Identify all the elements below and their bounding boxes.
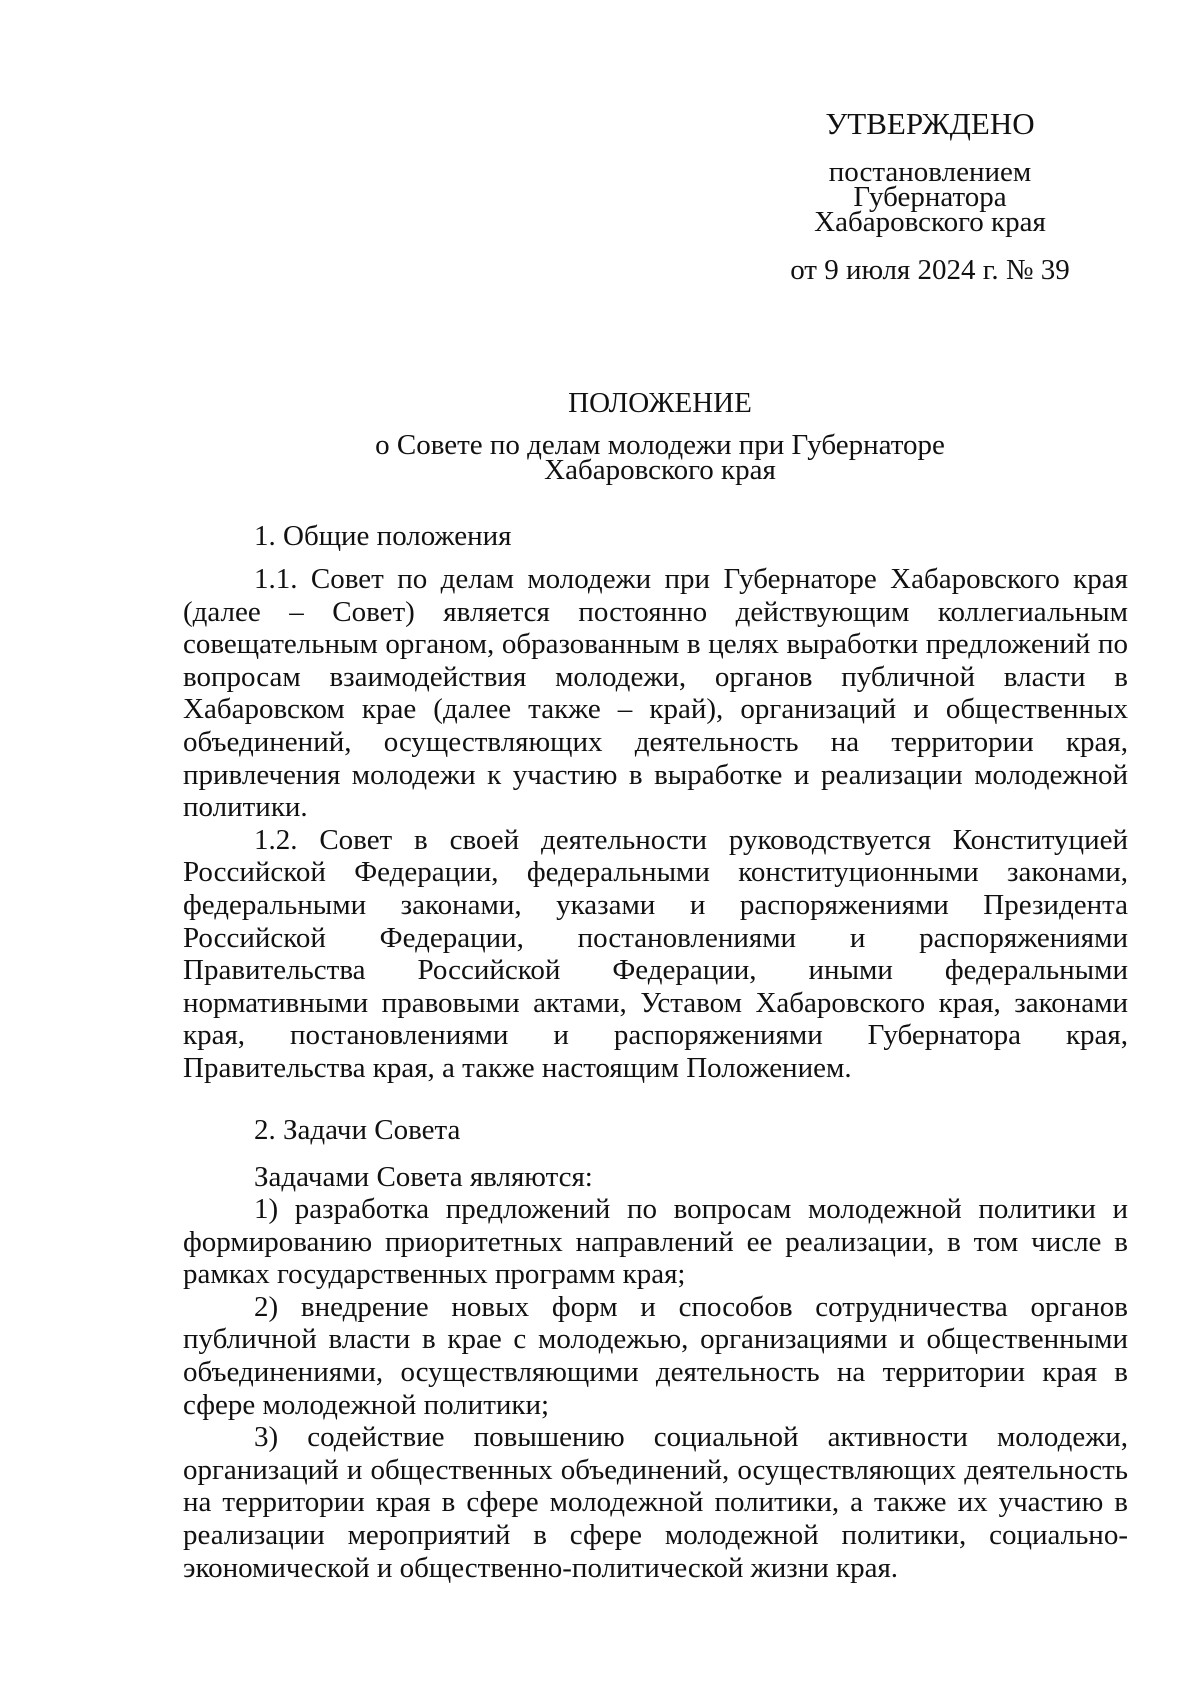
document-subtitle xyxy=(180,429,1140,486)
approval-lines xyxy=(780,156,1080,238)
section-1-heading: 1. Общие положения xyxy=(254,520,512,552)
section-2-lead: Задачами Совета являются: xyxy=(254,1161,593,1193)
approval-line-2: Губернатора xyxy=(853,181,1007,213)
task-item-2: 2) внедрение новых форм и способов сотрудничества органов публичной власти в крае с молодежью, организациями и общественными объединениями, осуществляющими деятельность на территории края в сфере молодежной политики; xyxy=(183,1290,1128,1421)
document-subtitle-line-2: Хабаровского края xyxy=(544,454,776,486)
document-title-block xyxy=(180,385,1140,486)
approval-line-1: постановлением xyxy=(828,156,1032,188)
task-item-3: 3) содействие повышению социальной активности молодежи, организаций и общественных объединений, осуществляющих деятельность на территории края в сфере молодежной политики, а также их участию в реализации мероприятий в сфере молодежной политики, социально-экономической и общественно-политической жизни края. xyxy=(183,1421,1128,1584)
document-subtitle-line-1: о Совете по делам молодежи при Губернаторе xyxy=(375,429,945,461)
section-2-body xyxy=(183,1193,1128,1584)
approval-date: от 9 июля 2024 г. № 39 xyxy=(790,254,1070,286)
approval-stamp: УТВЕРЖДЕНО xyxy=(825,106,1035,141)
paragraph-1-1: 1.1. Совет по делам молодежи при Губернаторе Хабаровского края (далее – Совет) является постоянно действующим коллегиальным совещательным органом, образованным в целях выработки предложений по вопросам взаимодействия молодежи, органов публичной власти в Хабаровском крае (далее также – край), организаций и общественных объединений, осуществляющих деятельность на территории края, привлечения молодежи к участию в выработке и реализации молодежной политики. xyxy=(183,563,1128,824)
approval-block xyxy=(780,106,1080,287)
approval-line-3: Хабаровского края xyxy=(814,206,1046,238)
document-title: ПОЛОЖЕНИЕ xyxy=(568,387,752,419)
paragraph-1-2: 1.2. Совет в своей деятельности руководствуется Конституцией Российской Федерации, федеральными конституционными законами, федеральными законами, указами и распоряжениями Президента Российской Федерации, постановлениями и распоряжениями Правительства Российской Федерации, иными федеральными нормативными правовыми актами, Уставом Хабаровского края, законами края, постановлениями и распоряжениями Губернатора края, Правительства края, а также настоящим Положением. xyxy=(183,823,1128,1084)
section-2-heading: 2. Задачи Совета xyxy=(254,1114,461,1146)
section-1-body xyxy=(183,563,1128,1085)
task-item-1: 1) разработка предложений по вопросам молодежной политики и формированию приоритетных направлений ее реализации, в том числе в рамках государственных программ края; xyxy=(183,1193,1128,1291)
